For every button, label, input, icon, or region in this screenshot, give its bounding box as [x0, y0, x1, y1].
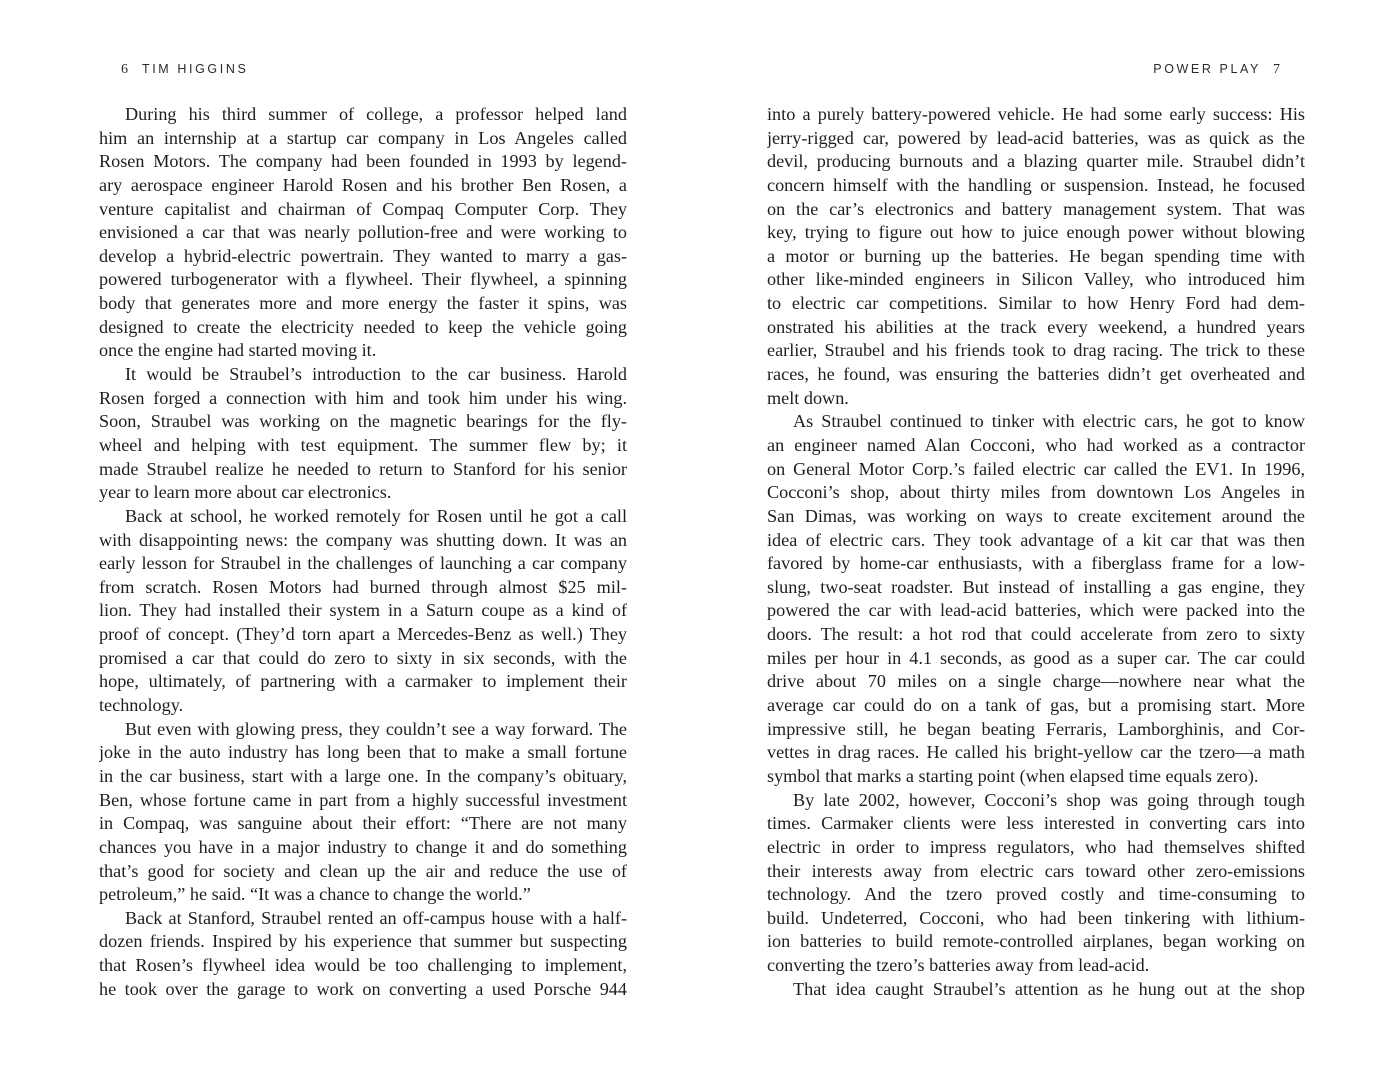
- page-number: 6: [121, 62, 128, 77]
- text-line: wheel and helping with test equipment. The summer flew by; it: [99, 434, 627, 455]
- text-line: a motor or burning up the batteries. He began spending time with: [767, 245, 1305, 266]
- text-line: drive about 70 miles on a single charge—nowhere near what the: [767, 671, 1305, 692]
- text-line: envisioned a car that was nearly pollution-free and were working to: [99, 222, 627, 243]
- text-line: designed to create the electricity needed to keep the vehicle going: [99, 316, 627, 337]
- text-line: body that generates more and more energy the faster it spins, was: [99, 293, 627, 314]
- text-line: But even with glowing press, they couldn’t see a way forward. The: [125, 718, 627, 739]
- text-line: joke in the auto industry has long been that to make a small fortune: [99, 742, 627, 763]
- text-line: concern himself with the handling or suspension. Instead, he focused: [767, 174, 1305, 195]
- text-line: Cocconi’s shop, about thirty miles from downtown Los Angeles in: [767, 482, 1305, 503]
- text-line: devil, producing burnouts and a blazing quarter mile. Straubel didn’t: [767, 151, 1305, 172]
- text-line: By late 2002, however, Cocconi’s shop was going through tough: [793, 789, 1305, 810]
- text-line: symbol that marks a starting point (when elapsed time equals zero).: [767, 765, 1259, 786]
- text-line: once the engine had started moving it.: [99, 340, 377, 361]
- text-line: that’s good for society and clean up the air and reduce the use of: [99, 860, 627, 881]
- text-line: year to learn more about car electronics.: [99, 482, 392, 503]
- left-page-body: [99, 103, 627, 1001]
- text-line: ion batteries to build remote-controlled airplanes, began working on: [767, 931, 1305, 952]
- text-line: on the car’s electronics and battery management system. That was: [767, 198, 1305, 219]
- text-line: times. Carmaker clients were less interested in converting cars into: [767, 813, 1305, 834]
- text-line: him an internship at a startup car company in Los Angeles called: [99, 127, 627, 148]
- text-line: dozen friends. Inspired by his experience that summer but suspecting: [99, 931, 627, 952]
- text-line: idea of electric cars. They took advantage of a kit car that was then: [767, 529, 1305, 550]
- text-line: doors. The result: a hot rod that could accelerate from zero to sixty: [767, 624, 1305, 645]
- text-line: During his third summer of college, a professor helped land: [125, 104, 627, 124]
- text-line: technology.: [99, 695, 184, 716]
- text-line: he took over the garage to work on converting a used Porsche 944: [99, 978, 627, 999]
- book-title: POWER PLAY: [1153, 62, 1261, 76]
- text-line: ary aerospace engineer Harold Rosen and his brother Ben Rosen, a: [99, 174, 627, 195]
- text-line: Back at school, he worked remotely for Rosen until he got a call: [125, 505, 627, 526]
- text-line: Back at Stanford, Straubel rented an off-campus house with a half-: [125, 907, 627, 928]
- text-line: other like-minded engineers in Silicon Valley, who introduced him: [767, 269, 1305, 290]
- text-line: an engineer named Alan Cocconi, who had worked as a contractor: [767, 434, 1305, 455]
- text-line: key, trying to figure out how to juice enough power without blowing: [767, 222, 1305, 243]
- text-line: races, he found, was ensuring the batteries didn’t get overheated and: [767, 364, 1305, 385]
- text-line: Soon, Straubel was working on the magnetic bearings for the fly-: [99, 411, 627, 432]
- author-name: TIM HIGGINS: [142, 62, 249, 76]
- text-line: to electric car competitions. Similar to how Henry Ford had dem-: [767, 293, 1305, 314]
- text-line: their interests away from electric cars toward other zero-emissions: [767, 860, 1305, 881]
- text-line: chances you have in a major industry to change it and do something: [99, 836, 627, 857]
- text-line: develop a hybrid-electric powertrain. They wanted to marry a gas-: [99, 245, 627, 266]
- page-number: 7: [1273, 62, 1280, 77]
- text-line: proof of concept. (They’d torn apart a Mercedes-Benz as well.) They: [99, 624, 627, 645]
- text-line: early lesson for Straubel in the challenges of launching a car company: [99, 553, 627, 574]
- text-line: with disappointing news: the company was shutting down. It was an: [99, 529, 627, 550]
- text-line: slung, two-seat roadster. But instead of installing a gas engine, they: [767, 576, 1305, 597]
- text-line: electric in order to impress regulators, who had themselves shifted: [767, 836, 1305, 857]
- running-head-left: [121, 62, 248, 78]
- text-line: from scratch. Rosen Motors had burned through almost $25 mil-: [99, 576, 627, 597]
- text-line: jerry-rigged car, powered by lead-acid batteries, was as quick as the: [767, 127, 1305, 148]
- text-line: San Dimas, was working on ways to create excitement around the: [767, 505, 1305, 526]
- text-line: It would be Straubel’s introduction to the car business. Harold: [125, 364, 627, 385]
- text-line: that Rosen’s flywheel idea would be too challenging to implement,: [99, 955, 627, 976]
- text-line: powered the car with lead-acid batteries, which were packed into the: [767, 600, 1305, 621]
- text-line: As Straubel continued to tinker with electric cars, he got to know: [793, 411, 1305, 432]
- text-line: melt down.: [767, 387, 849, 408]
- text-line: miles per hour in 4.1 seconds, as good as a super car. The car could: [767, 647, 1305, 668]
- text-line: Rosen Motors. The company had been founded in 1993 by legend-: [99, 151, 627, 172]
- text-line: Rosen forged a connection with him and took him under his wing.: [99, 387, 627, 408]
- text-line: hope, ultimately, of partnering with a carmaker to implement their: [99, 671, 627, 692]
- text-line: lion. They had installed their system in a Saturn coupe as a kind of: [99, 600, 627, 621]
- right-page-body: [767, 103, 1305, 1001]
- text-line: on General Motor Corp.’s failed electric car called the EV1. In 1996,: [767, 458, 1305, 479]
- text-line: impressive still, he began beating Ferraris, Lamborghinis, and Cor-: [767, 718, 1305, 739]
- left-page: [0, 0, 691, 1080]
- text-line: petroleum,” he said. “It was a chance to change the world.”: [99, 884, 531, 905]
- text-line: onstrated his abilities at the track every weekend, a hundred years: [767, 316, 1305, 337]
- text-line: build. Undeterred, Cocconi, who had been tinkering with lithium-: [767, 907, 1305, 928]
- text-line: Ben, whose fortune came in part from a highly successful investment: [99, 789, 627, 810]
- text-line: made Straubel realize he needed to return to Stanford for his senior: [99, 458, 627, 479]
- text-line: technology. And the tzero proved costly and time-consuming to: [767, 884, 1305, 905]
- text-line: powered turbogenerator with a flywheel. Their flywheel, a spinning: [99, 269, 627, 290]
- text-line: That idea caught Straubel’s attention as he hung out at the shop: [793, 978, 1305, 999]
- text-line: in Compaq, was sanguine about their effort: “There are not many: [99, 813, 627, 834]
- running-head-right: [1153, 62, 1280, 78]
- text-line: average car could do on a tank of gas, but a promising start. More: [767, 695, 1305, 716]
- text-line: converting the tzero’s batteries away from lead-acid.: [767, 955, 1150, 976]
- text-line: in the car business, start with a large one. In the company’s obituary,: [99, 765, 627, 786]
- text-line: promised a car that could do zero to sixty in six seconds, with the: [99, 647, 627, 668]
- text-line: earlier, Straubel and his friends took to drag racing. The trick to these: [767, 340, 1305, 361]
- right-page: [691, 0, 1383, 1080]
- text-line: venture capitalist and chairman of Compaq Computer Corp. They: [99, 198, 627, 219]
- text-line: favored by home-car enthusiasts, with a fiberglass frame for a low-: [767, 553, 1305, 574]
- text-line: vettes in drag races. He called his bright-yellow car the tzero—a math: [767, 742, 1305, 763]
- text-line: into a purely battery-powered vehicle. He had some early success: His: [767, 104, 1305, 124]
